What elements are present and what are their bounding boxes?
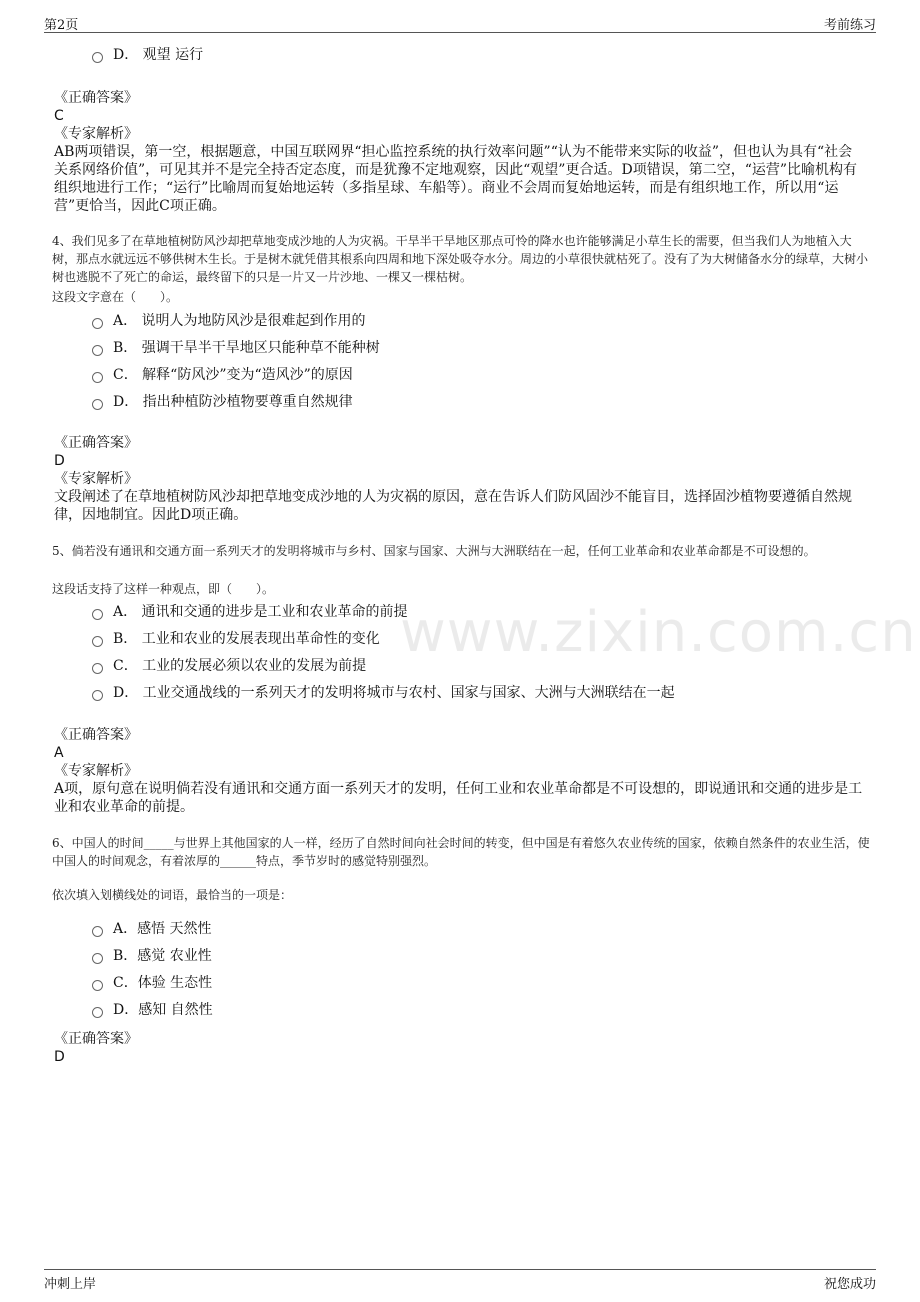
q5-stem: 5、倘若没有通讯和交通方面一系列天才的发明将城市与乡村、国家与国家、大洲与大洲联结在一起，任何工业革命和农业革命都是不可设想的。 <box>52 544 816 558</box>
analysis-label: 《专家解析》 <box>54 471 138 487</box>
q4-option-d[interactable]: D． 指出种植防沙植物要尊重自然规律 <box>92 392 353 412</box>
q4-option-c[interactable]: C． 解释“防风沙”变为“造风沙”的原因 <box>92 365 353 385</box>
analysis-text: AB两项错误，第一空，根据题意，中国互联网界“担心监控系统的执行效率问题”“认为不能带来实际的收益”，但也认为具有“社会关系网络价值”，可见其并不是完全持否定态度，而是犹豫不定地观察，因此“观望”更合适。D项错误，第二空，“运营”比喻机构有组织地进行工作；“运行”比喻周而复始地运转（多指星球、车船等）。商业不会周而复始地运转，而是有组织地工作，所以用“运营”更恰当，因此C项正确。 <box>54 144 858 214</box>
radio-icon[interactable] <box>92 663 103 674</box>
q6-option-b[interactable]: B．感觉 农业性 <box>92 946 212 966</box>
q4-prompt: 这段文字意在（ ）。 <box>52 290 179 304</box>
answer-label: 《正确答案》 <box>54 1031 138 1047</box>
page-footer <box>44 1269 876 1292</box>
q4-stem: 4、我们见多了在草地植树防风沙却把草地变成沙地的人为灾祸。干旱半干旱地区那点可怜的降水也许能够满足小草生长的需要，但当我们人为地植入大树，那点水就远远不够供树木生长。于是树木就凭借其根系向四周和地下深处吸夺水分。周边的小草很快就枯死了。没有了为大树储备水分的绿草，大树小树也逃脱不了死亡的命运，最终留下的只是一片又一片沙地、一棵又一棵枯树。 <box>52 234 869 284</box>
answer-label: 《正确答案》 <box>54 727 138 743</box>
footer-right-text: 祝您成功 <box>823 1277 876 1292</box>
q5-prompt: 这段话支持了这样一种观点，即（ ）。 <box>52 582 275 596</box>
answer-value: C <box>54 108 64 124</box>
footer-left-text: 冲刺上岸 <box>44 1277 97 1292</box>
radio-icon[interactable] <box>92 609 103 620</box>
radio-icon[interactable] <box>92 345 103 356</box>
radio-icon[interactable] <box>92 953 103 964</box>
answer-value: D <box>54 1049 65 1065</box>
radio-icon[interactable] <box>92 52 103 63</box>
page-header <box>44 12 876 33</box>
analysis-label: 《专家解析》 <box>54 763 138 779</box>
header-title: 考前练习 <box>823 18 876 33</box>
radio-icon[interactable] <box>92 926 103 937</box>
radio-icon[interactable] <box>92 318 103 329</box>
q6-option-a[interactable]: A．感悟 天然性 <box>92 919 212 939</box>
q5-option-d[interactable]: D． 工业交通战线的一系列天才的发明将城市与农村、国家与国家、大洲与大洲联结在一起 <box>92 683 675 703</box>
answer-label: 《正确答案》 <box>54 90 138 106</box>
radio-icon[interactable] <box>92 1007 103 1018</box>
analysis-text: A项，原句意在说明倘若没有通讯和交通方面一系列天才的发明，任何工业和农业革命都是不可设想的，即说通讯和交通的进步是工业和农业革命的前提。 <box>54 781 863 815</box>
radio-icon[interactable] <box>92 372 103 383</box>
analysis-label: 《专家解析》 <box>54 126 138 142</box>
q6-answer-block <box>54 1030 864 1066</box>
radio-icon[interactable] <box>92 980 103 991</box>
page-number: 第2页 <box>44 18 79 33</box>
radio-icon[interactable] <box>92 690 103 701</box>
q5-option-a[interactable]: A． 通讯和交通的进步是工业和农业革命的前提 <box>92 602 408 622</box>
q5-answer-block <box>54 726 864 816</box>
q4-option-b[interactable]: B． 强调干旱半干旱地区只能种草不能种树 <box>92 338 380 358</box>
watermark: www.zixin.com.cn <box>400 600 917 665</box>
answer-value: D <box>54 453 65 469</box>
q4-answer-block <box>54 434 864 524</box>
answer-label: 《正确答案》 <box>54 435 138 451</box>
q6-prompt: 依次填入划横线处的词语，最恰当的一项是： <box>52 888 293 902</box>
q3-answer-block <box>54 89 864 215</box>
analysis-text: 文段阐述了在草地植树防风沙却把草地变成沙地的人为灾祸的原因，意在告诉人们防风固沙不能盲目，选择固沙植物要遵循自然规律，因地制宜。因此D项正确。 <box>54 489 852 523</box>
q3-option-d[interactable]: D． 观望 运行 <box>92 45 203 65</box>
q4-option-a[interactable]: A． 说明人为地防风沙是很难起到作用的 <box>92 311 366 331</box>
radio-icon[interactable] <box>92 399 103 410</box>
q6-option-c[interactable]: C．体验 生态性 <box>92 973 212 993</box>
radio-icon[interactable] <box>92 636 103 647</box>
q6-stem: 6、中国人的时间_____与世界上其他国家的人一样，经历了自然时间向社会时间的转变，但中国是有着悠久农业传统的国家，依赖自然条件的农业生活，使中国人的时间观念，有着浓厚的______特点，季节岁时的感觉特别强烈。 <box>52 836 870 868</box>
q5-option-c[interactable]: C． 工业的发展必须以农业的发展为前提 <box>92 656 366 676</box>
answer-value: A <box>54 745 64 761</box>
q6-option-d[interactable]: D．感知 自然性 <box>92 1000 213 1020</box>
q5-option-b[interactable]: B． 工业和农业的发展表现出革命性的变化 <box>92 629 380 649</box>
